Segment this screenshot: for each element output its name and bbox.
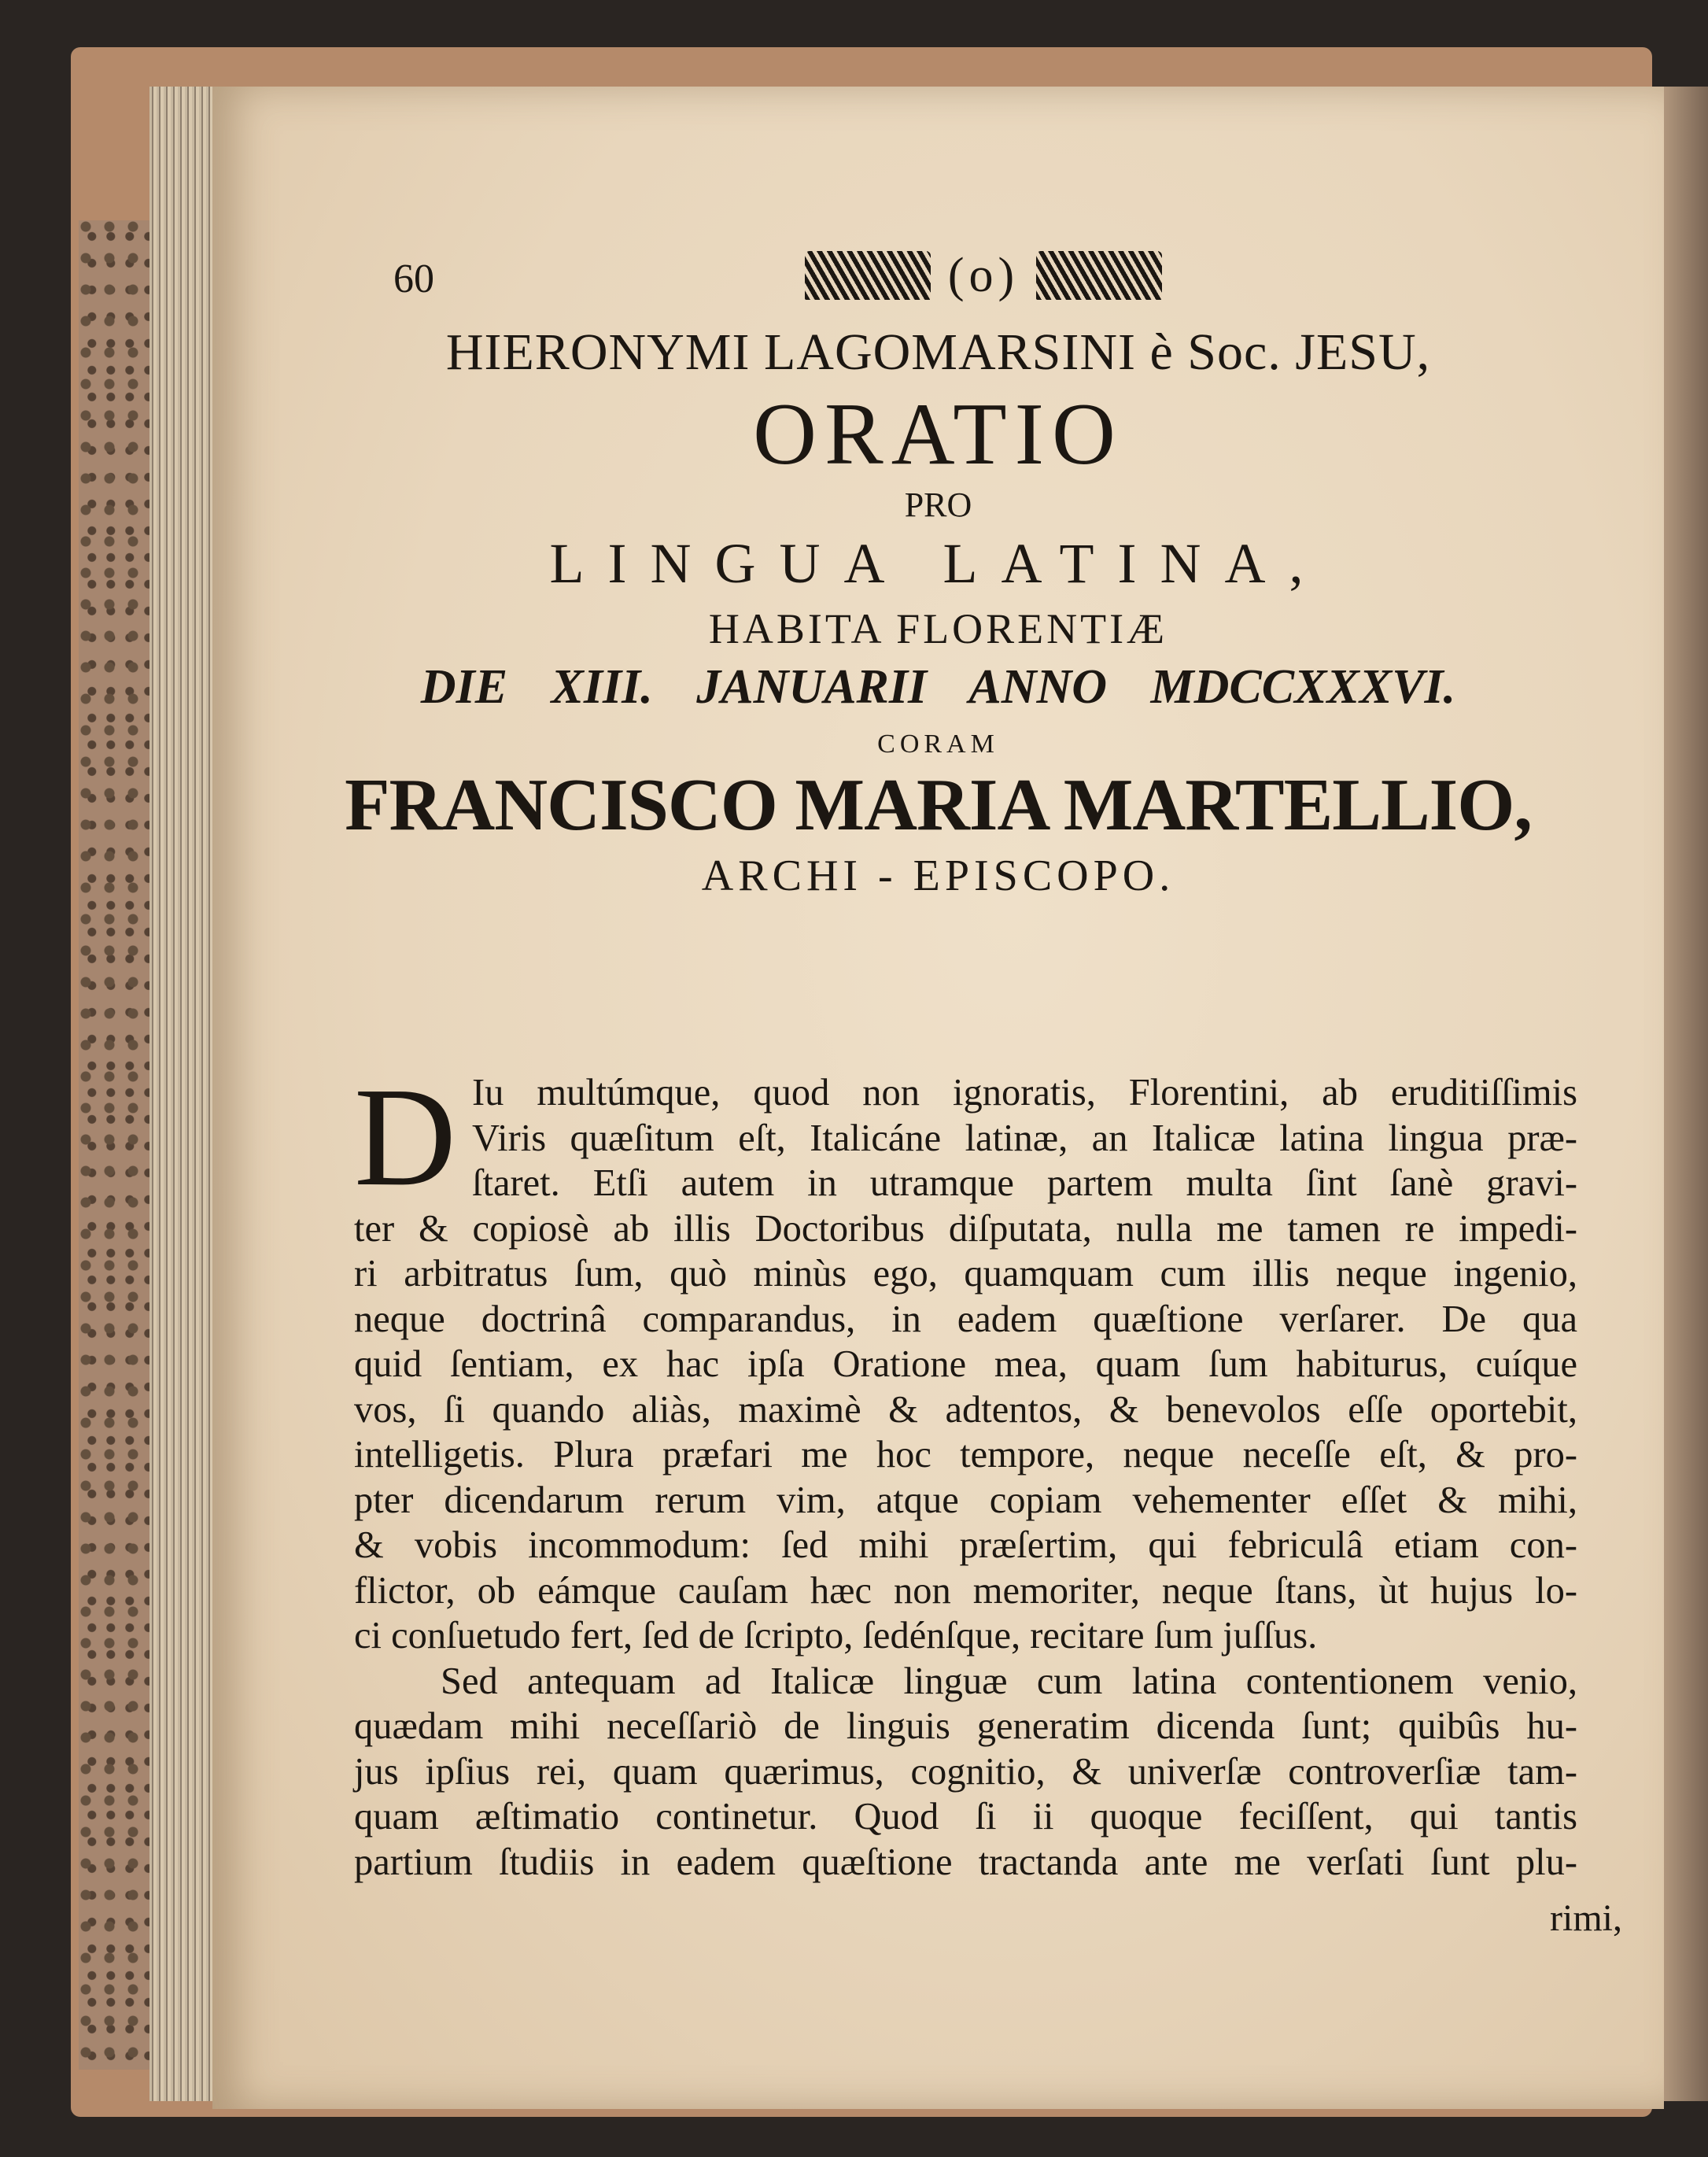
- text-line: flictor, ob eámque cauſam hæc non memoriter, neque ſtans, ùt hujus lo-: [354, 1569, 1577, 1612]
- text-line: & vobis incommodum: ſed mihi præſertim, qui febriculâ etiam con-: [354, 1524, 1577, 1566]
- title-block: [212, 323, 1664, 901]
- text-line: ri arbitratus ſum, quò minùs ego, quamquam cum illis neque ingenio,: [354, 1253, 1577, 1295]
- title-lingua: LINGUA LATINA,: [549, 531, 1327, 595]
- title-coram: CORAM: [877, 729, 999, 759]
- text-line: ci conſuetudo fert, ſed de ſcripto, ſedénſque, recitare ſum juſſus.: [354, 1615, 1318, 1657]
- text-line: Viris quæſitum eſt, Italicáne latinæ, an Italicæ latina lingua præ-: [472, 1117, 1577, 1159]
- header-ornament: [779, 244, 1188, 307]
- text-line: pter dicendarum rerum vim, atque copiam vehementer eſſet & mihi,: [354, 1479, 1577, 1521]
- body-text: [354, 1058, 1577, 1885]
- text-line: Iu multúmque, quod non ignoratis, Florentini, ab eruditiſſimis: [472, 1072, 1577, 1114]
- ornament-center: (o): [947, 248, 1020, 302]
- title-date: DIE XIII. JANUARII ANNO MDCCXXXVI.: [420, 659, 1456, 714]
- text-line: neque doctrinâ comparandus, in eadem quæſtione verſarer. De qua: [354, 1298, 1577, 1340]
- text-line: partium ſtudiis in eadem quæſtione tractanda ante me verſati ſunt plu-: [354, 1841, 1577, 1883]
- text-line: quid ſentiam, ex hac ipſa Oratione mea, quam ſum habiturus, cuíque: [354, 1343, 1577, 1385]
- text-line: intelligetis. Plura præfari me hoc tempore, neque neceſſe eſt, & pro-: [354, 1434, 1577, 1476]
- text-line: jus ipſius rei, quam quærimus, cognitio, & univerſæ controverſiæ tam-: [354, 1750, 1577, 1793]
- text-line: ter & copiosè ab illis Doctoribus diſputata, nulla me tamen re impedi-: [354, 1207, 1577, 1250]
- page-stack-edge: [149, 87, 220, 2101]
- title-francisco: FRANCISCO MARIA MARTELLIO,: [345, 763, 1532, 846]
- text-line: ſtaret. Etſi autem in utramque partem multa ſint ſanè gravi-: [472, 1162, 1577, 1204]
- drop-cap: D: [354, 1058, 456, 1215]
- title-oratio: ORATIO: [753, 386, 1123, 483]
- catchword: rimi,: [1550, 1897, 1622, 1939]
- title-habita: HABITA FLORENTIÆ: [708, 604, 1168, 652]
- title-pro: PRO: [904, 485, 972, 524]
- ornament-left-icon: [805, 251, 931, 300]
- title-author: HIERONYMI LAGOMARSINI è Soc. JESU,: [445, 323, 1431, 381]
- page-number: 60: [393, 257, 434, 301]
- text-line: quædam mihi neceſſariò de linguis generatim dicenda ſunt; quibûs hu-: [354, 1705, 1577, 1747]
- title-archi: ARCHI - EPISCOPO.: [701, 851, 1175, 900]
- text-line: Sed antequam ad Italicæ linguæ cum latina contentionem venio,: [441, 1660, 1577, 1702]
- ornament-right-icon: [1036, 251, 1162, 300]
- text-line: vos, ſi quando aliàs, maximè & adtentos, & benevolos eſſe oportebit,: [354, 1388, 1577, 1431]
- text-line: quam æſtimatio continetur. Quod ſi ii quoque feciſſent, qui tantis: [354, 1796, 1577, 1838]
- facing-page-edge: [1661, 87, 1708, 2101]
- book-page: [212, 87, 1664, 2109]
